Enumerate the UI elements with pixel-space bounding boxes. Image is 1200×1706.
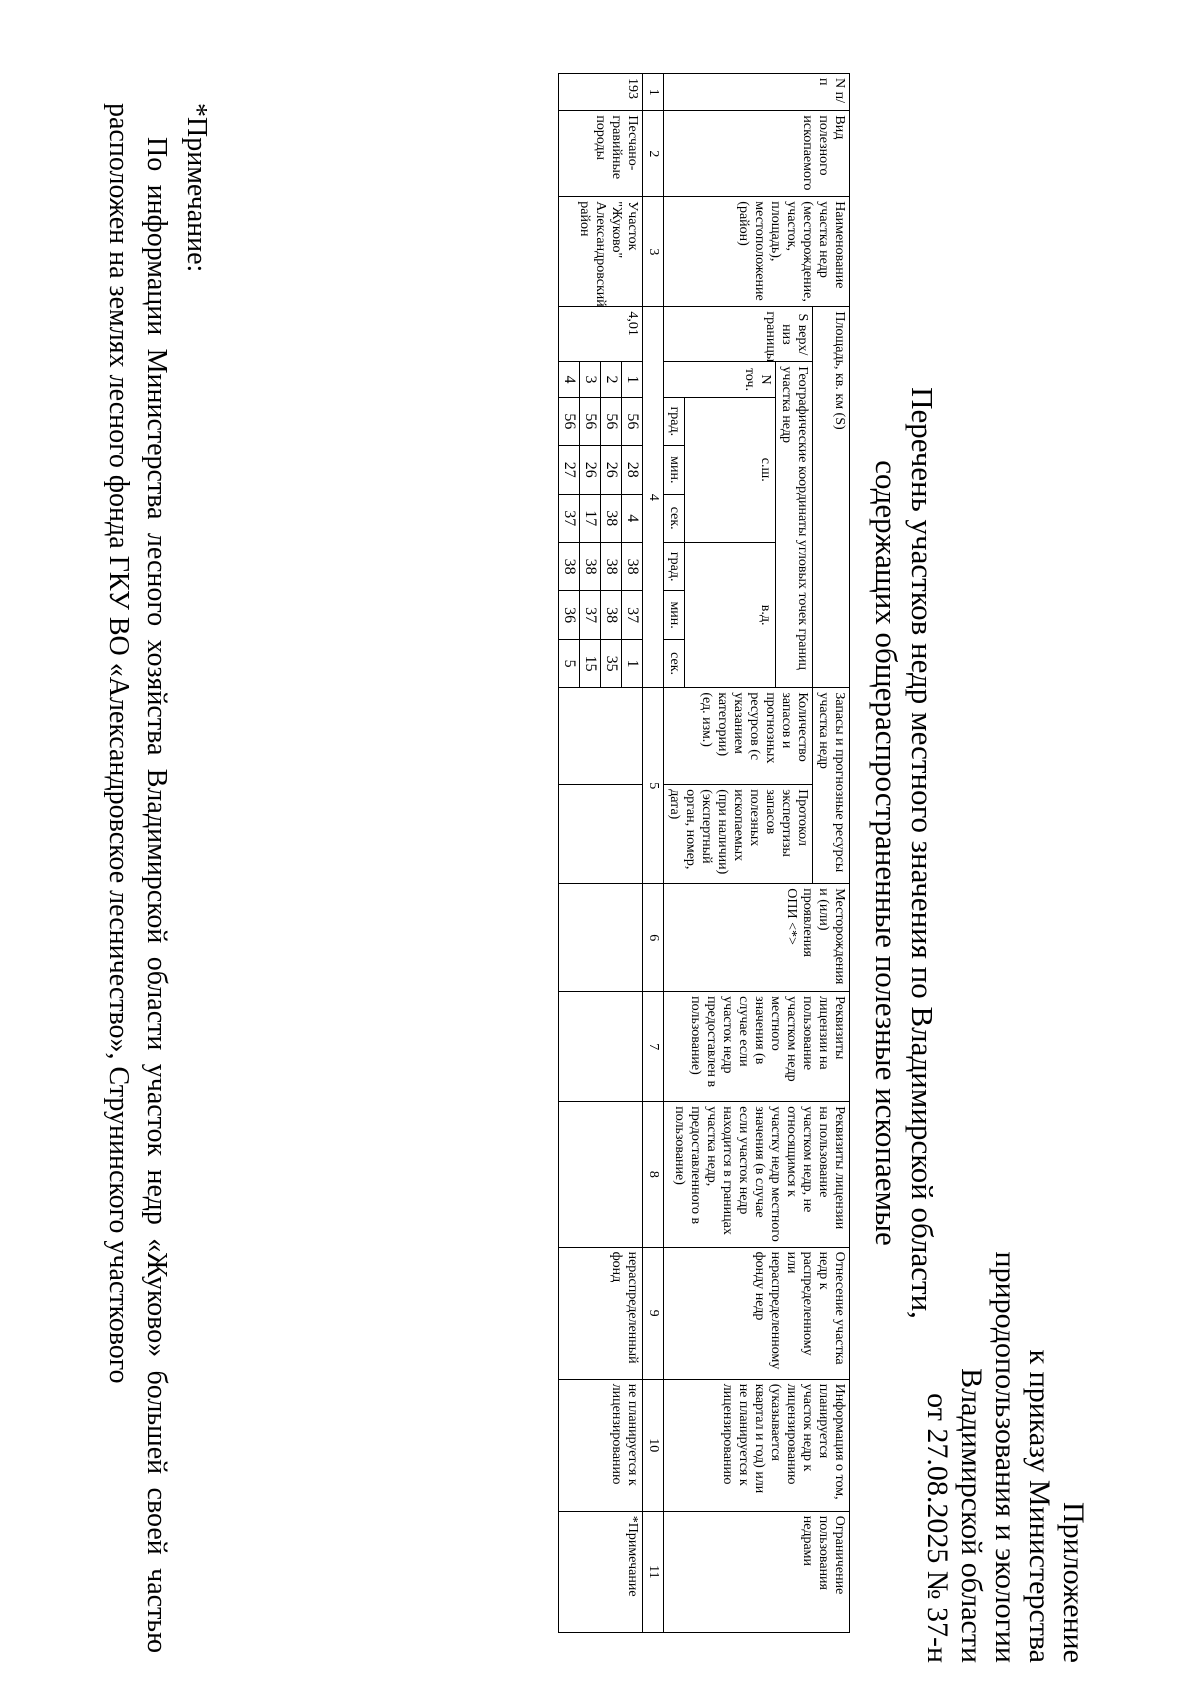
column-number: 10 <box>643 1379 664 1511</box>
header-reserves-protocol: Протокол экспертизы запасов полезных ископаемых (при наличии) (экспертный орган, номер, дата) <box>664 785 813 884</box>
coord-n: 2 <box>601 362 622 397</box>
document-heading <box>868 33 940 1673</box>
header-fund: Отнесение участка недр к распределенному или нераспределенному фонду недр <box>664 1247 850 1379</box>
coord-lat-deg: 56 <box>559 397 580 445</box>
coord-n: 3 <box>580 362 601 397</box>
approval-line: к приказу Министерства <box>1023 1349 1056 1663</box>
header-s-top: S верх/низ границы <box>664 307 813 362</box>
coord-lon-min: 36 <box>559 591 580 639</box>
coord-lat-min: 26 <box>601 446 622 494</box>
coord-lon-min: 38 <box>601 591 622 639</box>
header-reserves: Запасы и прогнозные ресурсы участка недр <box>813 688 850 884</box>
header-name: Наименование участка недр (месторождение, участок, площадь), местоположение (район) <box>664 197 850 307</box>
row-deposits <box>559 884 643 992</box>
header-area: Площадь, кв. км (S) <box>813 307 850 688</box>
column-number: 3 <box>643 197 664 307</box>
subsoil-plots-table <box>558 73 850 1633</box>
row-license-local <box>559 992 643 1102</box>
row-planned: не планируется к лицензированию <box>559 1379 643 1511</box>
header-lat: с.ш. <box>685 397 776 542</box>
footnote <box>99 103 215 1653</box>
coord-lat-min: 28 <box>622 446 643 494</box>
column-number: 11 <box>643 1511 664 1632</box>
header-lat-sec: сек. <box>664 494 685 542</box>
footnote-title: *Примечание: <box>181 103 212 273</box>
header-license-local: Реквизиты лицензии на пользование участком недр местного значения (в случае если участок недр предоставлен в пользование) <box>664 992 850 1102</box>
coord-lon-deg: 38 <box>622 542 643 590</box>
row-restrictions: *Примечание <box>559 1511 643 1632</box>
header-lon-deg: град. <box>664 542 685 590</box>
column-number: 1 <box>643 74 664 111</box>
column-number-row <box>643 74 664 1633</box>
rotated-document-page <box>40 33 1160 1673</box>
coord-lon-deg: 38 <box>601 542 622 590</box>
coord-lon-deg: 38 <box>580 542 601 590</box>
header-lon-sec: сек. <box>664 639 685 687</box>
header-lat-min: мин. <box>664 446 685 494</box>
coord-lon-sec: 35 <box>601 639 622 687</box>
column-number: 5 <box>643 688 664 884</box>
coord-lat-min: 26 <box>580 446 601 494</box>
row-area: 4,01 <box>559 307 643 362</box>
coord-n: 1 <box>622 362 643 397</box>
coord-lon-min: 37 <box>580 591 601 639</box>
row-license-other <box>559 1102 643 1247</box>
heading-line: содержащих общераспространенные полезные ископаемые <box>869 460 904 1246</box>
coord-lat-sec: 38 <box>601 494 622 542</box>
header-planned: Информация о том, планируется участок недр к лицензированию (указывается квартал и год) или не планируется к лицензированию <box>664 1379 850 1511</box>
header-restrictions: Ограничение пользования недрами <box>664 1511 850 1632</box>
table-row <box>622 74 643 1633</box>
coord-lon-sec: 5 <box>559 639 580 687</box>
approval-line: Приложение <box>1057 1501 1090 1663</box>
coord-lat-deg: 56 <box>601 397 622 445</box>
coord-lat-sec: 37 <box>559 494 580 542</box>
header-lat-deg: град. <box>664 397 685 445</box>
approval-line: от 27.08.2025 № 37-н <box>921 1393 954 1663</box>
column-number: 2 <box>643 111 664 197</box>
approval-line: природопользования и экологии <box>989 1251 1022 1663</box>
header-license-other: Реквизиты лицензии на пользование участком недр, не относящимся к участку недр местного значения (в случае если участок недр находится в границах участка недр, предоставленного в пользование) <box>664 1102 850 1247</box>
coord-n: 4 <box>559 362 580 397</box>
footnote-text: По информации Министерства лесного хозяйства Владимирской области участок недр «Жуково» большей своей частью расположен на землях лесного фонда ГКУ ВО «Александровское лесничество», Струнинского участкового <box>103 103 172 1653</box>
header-geo: Географические координаты угловых точек границ участка недр <box>776 362 813 688</box>
row-n: 193 <box>559 74 643 111</box>
column-number: 4 <box>643 307 664 688</box>
coord-lon-sec: 15 <box>580 639 601 687</box>
header-row <box>813 74 850 1633</box>
header-n: N п/п <box>664 74 850 111</box>
coord-lat-min: 27 <box>559 446 580 494</box>
coord-lat-sec: 4 <box>622 494 643 542</box>
header-lon: в.д. <box>685 542 776 687</box>
coord-lat-sec: 17 <box>580 494 601 542</box>
coord-lat-deg: 56 <box>622 397 643 445</box>
header-kind: Вид полезного ископаемого <box>664 111 850 197</box>
heading-line: Перечень участков недр местного значения по Владимирской области, <box>905 387 940 1319</box>
approval-line: Владимирской области <box>955 1368 988 1663</box>
header-deposits: Месторождения и (или) проявления ОПИ <*> <box>664 884 850 992</box>
row-name: Участок "Жуково" Александровский район <box>559 197 643 307</box>
column-number: 8 <box>643 1102 664 1247</box>
header-lon-min: мин. <box>664 591 685 639</box>
row-kind: Песчано-гравийные породы <box>559 111 643 197</box>
coord-lat-deg: 56 <box>580 397 601 445</box>
column-number: 9 <box>643 1247 664 1379</box>
column-number: 7 <box>643 992 664 1102</box>
row-fund: нераспределенный фонд <box>559 1247 643 1379</box>
row-reserves-qty <box>559 688 643 785</box>
column-number: 6 <box>643 884 664 992</box>
approval-block <box>920 1252 1090 1663</box>
header-n-point: N точ. <box>664 362 776 397</box>
coord-lon-deg: 38 <box>559 542 580 590</box>
coord-lon-sec: 1 <box>622 639 643 687</box>
coord-lon-min: 37 <box>622 591 643 639</box>
header-reserves-qty: Количество запасов и прогнозных ресурсов (с указанием категории) (ед. изм.) <box>664 688 813 785</box>
row-reserves-protocol <box>559 785 643 884</box>
